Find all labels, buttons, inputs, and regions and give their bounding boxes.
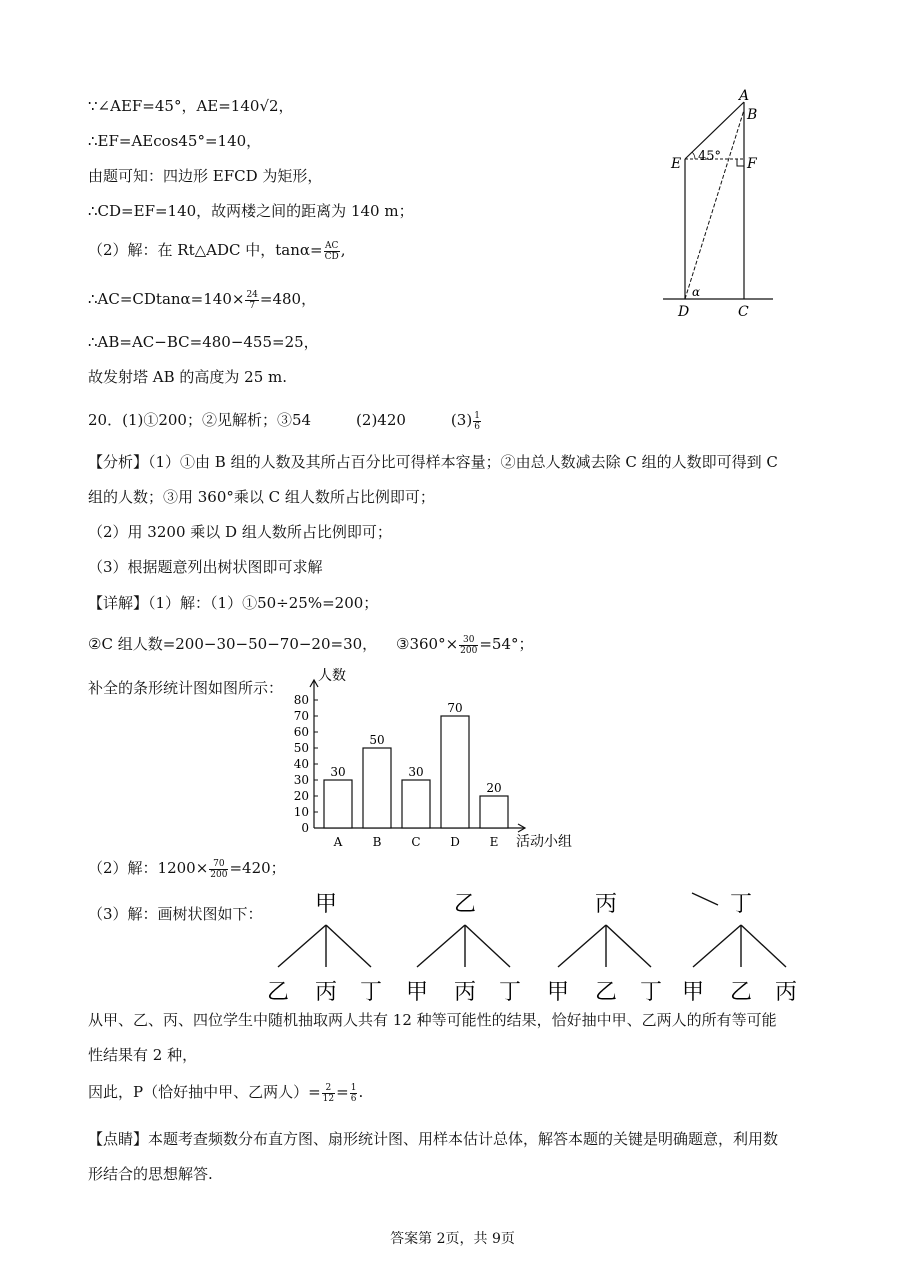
bar-value-label: 20	[486, 781, 502, 795]
tree-leaf: 乙	[594, 980, 618, 1005]
fraction-numerator: 1	[350, 1082, 357, 1093]
tree-leaf: 甲	[405, 980, 429, 1005]
fraction-24-7	[245, 290, 258, 311]
label-b: B	[747, 107, 758, 123]
fraction-2-12	[322, 1083, 335, 1104]
x-tick-label: D	[450, 835, 460, 849]
detail-line-1: 【详解】（1）解：（1）①50÷25%=200；	[88, 594, 379, 612]
y-tick-label: 70	[293, 709, 309, 723]
part3-line: （3）解：画树状图如下：	[88, 905, 263, 923]
x-tick-label: A	[333, 835, 343, 849]
right-angle-mark	[737, 159, 744, 166]
tree-branch	[606, 925, 651, 967]
bar-chart	[280, 660, 610, 860]
fraction-30-200	[459, 635, 478, 656]
detail3-text: ③360°×	[396, 635, 459, 653]
tree-leaf: 甲	[546, 980, 570, 1005]
fraction-denominator: 7	[249, 300, 256, 311]
tree-leaf: 丙	[314, 980, 338, 1005]
bar-value-label: 50	[369, 733, 385, 747]
label-angle-45: 45°	[698, 149, 722, 164]
fraction-numerator: 30	[459, 635, 478, 646]
line6-tail: =480，	[259, 290, 317, 308]
bar-d	[441, 716, 469, 828]
conclusion-line-2: 性结果有 2 种，	[88, 1046, 198, 1064]
bar-b	[363, 748, 391, 828]
fraction-numerator: 70	[209, 859, 228, 870]
part2-text: （2）解：1200×	[88, 859, 209, 877]
tree-leaf: 乙	[266, 980, 290, 1005]
comment-line-2: 形结合的思想解答.	[88, 1165, 213, 1183]
prob-tail: .	[358, 1083, 364, 1101]
conclusion-line-1: 从甲、乙、丙、四位学生中随机抽取两人共有 12 种等可能性的结果，恰好抽中甲、乙两人的所有等可能	[88, 1011, 777, 1029]
tree-branch	[465, 925, 510, 967]
tree-branch	[693, 925, 741, 967]
bar-value-label: 70	[447, 701, 463, 715]
label-d: D	[678, 304, 690, 320]
fraction-numerator: 24	[246, 289, 258, 300]
tree-branch	[558, 925, 606, 967]
bar-e	[480, 796, 508, 828]
label-e: E	[671, 156, 682, 172]
q20-answers: 20．(1)①200；②见解析；③54 (2)420 (3)	[88, 411, 473, 429]
line5-tail: ,	[340, 241, 346, 259]
y-tick-label: 40	[293, 757, 309, 771]
part2-tail: =420；	[229, 859, 286, 877]
solution-line-8: 故发射塔 AB 的高度为 25 m.	[88, 368, 288, 386]
stray-stroke	[692, 893, 718, 905]
detail-line-2: ②C 组人数=200−30−50−70−20=30，	[88, 635, 378, 653]
prob-equals: =	[336, 1083, 349, 1101]
x-tick-label: E	[489, 835, 499, 849]
analysis-line-3: （2）用 3200 乘以 D 组人数所占比例即可；	[88, 523, 392, 541]
tree-branch	[326, 925, 371, 967]
y-tick-label: 80	[293, 693, 309, 707]
label-f: F	[747, 156, 757, 172]
fraction-denominator: 200	[460, 645, 478, 656]
angle-45-arc	[692, 152, 695, 159]
y-tick-label: 50	[293, 741, 309, 755]
chart-intro: 补全的条形统计图如图所示：	[88, 679, 284, 697]
fraction-numerator: 2	[322, 1083, 335, 1094]
fraction-numerator: AC	[324, 240, 339, 251]
tree-leaf: 甲	[681, 980, 705, 1005]
bar-value-label: 30	[330, 765, 346, 779]
y-tick-label: 30	[293, 773, 309, 787]
bar-c	[402, 780, 430, 828]
fraction-denominator: 6	[350, 1093, 357, 1104]
tree-leaf: 丙	[774, 980, 798, 1005]
label-alpha: α	[692, 285, 701, 299]
analysis-line-1: 【分析】（1）①由 B 组的人数及其所占百分比可得样本容量；②由总人数减去除 C 组的人数即可得到 C	[88, 453, 778, 471]
fraction-ac-cd	[324, 241, 340, 262]
part2-line	[88, 858, 286, 880]
tree-root-3: 丙	[594, 892, 618, 917]
fraction-denominator: 12	[322, 1093, 335, 1104]
page-footer: 答案第 2页，共 9页	[390, 1231, 515, 1247]
solution-line-1: ∵∠AEF=45°，AE=140√2，	[88, 97, 294, 115]
label-a: A	[739, 88, 750, 104]
x-axis-title: 活动小组	[516, 834, 572, 850]
solution-line-7: ∴AB=AC−BC=480−455=25，	[88, 333, 319, 351]
y-axis-title: 人数	[318, 668, 346, 684]
tree-root-1: 甲	[314, 892, 338, 917]
fraction-1-6-result	[350, 1083, 358, 1104]
fraction-denominator: 200	[210, 869, 228, 880]
y-tick-label: 0	[301, 821, 309, 835]
line5-text: （2）解：在 Rt△ADC 中，tanα=	[88, 241, 323, 259]
label-c: C	[738, 304, 749, 320]
q20-answer-line	[88, 410, 482, 432]
tree-branch	[278, 925, 326, 967]
solution-line-6	[88, 289, 316, 311]
line-db-dashed	[685, 110, 744, 299]
solution-line-4: ∴CD=EF=140，故两楼之间的距离为 140 m；	[88, 202, 414, 220]
detail3-tail: =54°；	[479, 635, 534, 653]
fraction-denominator: 6	[474, 421, 480, 432]
x-tick-label: C	[411, 835, 421, 849]
y-tick-label: 60	[293, 725, 309, 739]
analysis-line-4: （3）根据题意列出树状图即可求解	[88, 558, 323, 576]
x-tick-label: B	[372, 835, 382, 849]
tree-leaf: 丁	[359, 980, 383, 1005]
tree-branch	[741, 925, 786, 967]
solution-line-3: 由题可知：四边形 EFCD 为矩形，	[88, 167, 323, 185]
tree-leaf: 丙	[453, 980, 477, 1005]
detail-line-3	[396, 634, 534, 656]
tree-leaf: 丁	[639, 980, 663, 1005]
fraction-70-200	[209, 859, 228, 880]
line6-text: ∴AC=CDtanα=140×	[88, 290, 245, 308]
building-figure	[655, 80, 785, 325]
y-tick-label: 10	[293, 805, 309, 819]
tree-branch	[417, 925, 465, 967]
fraction-1-6	[473, 411, 481, 432]
probability-line	[88, 1082, 363, 1104]
tree-root-4: 丁	[729, 892, 753, 917]
solution-line-5	[88, 240, 346, 262]
y-tick-label: 20	[293, 789, 309, 803]
solution-line-2: ∴EF=AEcos45°=140，	[88, 132, 262, 150]
tree-diagram	[260, 885, 820, 1010]
tree-root-2: 乙	[453, 892, 477, 917]
bar-value-label: 30	[408, 765, 424, 779]
tree-leaf: 丁	[498, 980, 522, 1005]
bar-a	[324, 780, 352, 828]
tree-leaf: 乙	[729, 980, 753, 1005]
comment-line-1: 【点睛】本题考查频数分布直方图、扇形统计图、用样本估计总体，解答本题的关键是明确题意，利用数	[88, 1130, 779, 1148]
prob-text: 因此，P（恰好抽中甲、乙两人）=	[88, 1083, 321, 1101]
fraction-numerator: 1	[474, 410, 480, 421]
fraction-denominator: CD	[324, 251, 339, 262]
analysis-line-2: 组的人数；③用 360°乘以 C 组人数所占比例即可；	[88, 488, 435, 506]
